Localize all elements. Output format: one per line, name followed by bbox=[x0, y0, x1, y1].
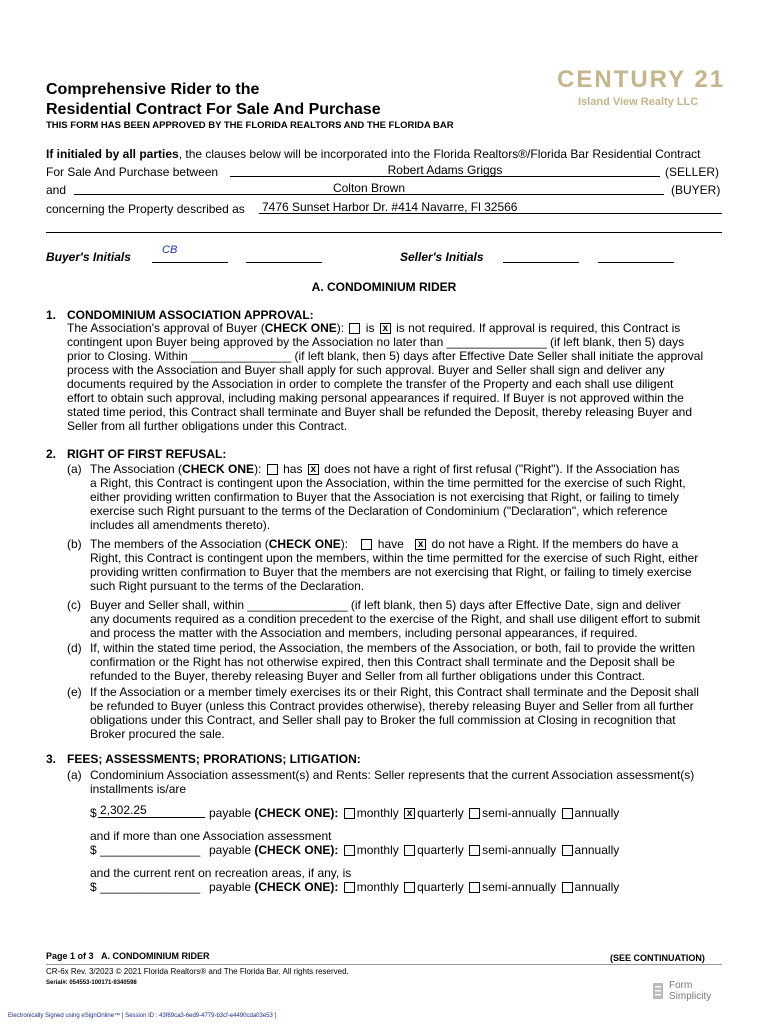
s2-has-checkbox[interactable] bbox=[267, 464, 278, 475]
s3-row2-options: payable (CHECK ONE): monthly quarterly semi-annually annually bbox=[209, 843, 620, 857]
s2-b-label: (b) bbox=[67, 537, 82, 551]
s2-b-line-1: The members of the Association (CHECK ONE): have x do not have a Right. If the members do have a bbox=[90, 537, 679, 551]
s2-e-label: (e) bbox=[67, 685, 82, 699]
footer-continuation: (SEE CONTINUATION) bbox=[610, 953, 705, 963]
property-field[interactable]: 7476 Sunset Harbor Dr. #414 Navarre, Fl 32566 bbox=[262, 200, 518, 214]
approved-notice: THIS FORM HAS BEEN APPROVED BY THE FLORIDA REALTORS AND THE FLORIDA BAR bbox=[46, 120, 454, 131]
s1-heading: CONDOMINIUM ASSOCIATION APPROVAL: bbox=[67, 308, 314, 322]
intro-line-2-prefix: For Sale And Purchase between bbox=[46, 165, 219, 179]
s2-a-line-2: a Right, this Contract is contingent upon the Association, within the time permitted for the exercise of such Right, bbox=[90, 476, 686, 490]
s1-line-7: stated time period, this Contract shall terminate and Buyer shall be refunded the Deposit, thereby releasing Buyer and bbox=[67, 405, 693, 419]
s1-is-not-checkbox[interactable]: x bbox=[380, 323, 391, 334]
s3-dollar-1: $ bbox=[90, 806, 97, 820]
s2-does-not-checkbox[interactable]: x bbox=[308, 464, 319, 475]
s1-line-5: documents required by the Association in order to complete the transfer of the Property and each shall use diligent bbox=[67, 377, 674, 391]
row1-quarterly-checkbox[interactable]: x bbox=[404, 808, 415, 819]
s2-have-checkbox[interactable] bbox=[361, 539, 372, 550]
form-simplicity-icon bbox=[652, 981, 666, 1001]
s2-c-line-3: and process the matter with the Association and members, including personal appearances, if required. bbox=[90, 626, 638, 640]
row2-annually-checkbox[interactable] bbox=[562, 845, 573, 856]
form-simplicity-logo: Form Simplicity bbox=[669, 980, 712, 1002]
row3-monthly-checkbox[interactable] bbox=[344, 882, 355, 893]
s2-d-label: (d) bbox=[67, 641, 82, 655]
row2-quarterly-checkbox[interactable] bbox=[404, 845, 415, 856]
s1-line-6: effort to obtain such approval, including making personal appearances if required. If Buyer is not approved within the bbox=[67, 391, 684, 405]
s3-a-label: (a) bbox=[67, 768, 82, 782]
row3-semi-checkbox[interactable] bbox=[469, 882, 480, 893]
s2-e-line-1: If the Association or a member timely exercises its or their Right, this Contract shall terminate and the Deposit shall bbox=[90, 685, 699, 699]
s1-is-checkbox[interactable] bbox=[349, 323, 360, 334]
s2-number: 2. bbox=[46, 447, 57, 461]
row3-annually-checkbox[interactable] bbox=[562, 882, 573, 893]
section-title: A. CONDOMINIUM RIDER bbox=[311, 280, 457, 294]
seller-name-field[interactable]: Robert Adams Griggs bbox=[387, 163, 503, 177]
footer-page: Page 1 of 3 A. CONDOMINIUM RIDER bbox=[46, 951, 210, 961]
s1-line-2: contingent upon Buyer being approved by the Association no later than _______________ (if left blank, then 5) days bbox=[67, 335, 685, 349]
rent-amount-field[interactable]: $ _______________ bbox=[90, 880, 201, 894]
s1-line-3: prior to Closing. Within _______________ (if left blank, then 5) days after Effective Date Seller shall initiate the approval bbox=[67, 349, 704, 363]
s2-e-line-2: be refunded to Buyer (unless this Contract provides otherwise), thereby releasing Buyer and Seller from all further bbox=[90, 699, 694, 713]
s2-do-not-checkbox[interactable]: x bbox=[415, 539, 426, 550]
s1-line-1: The Association's approval of Buyer (CHECK ONE): is x is not required. If approval is required, this Contract is bbox=[67, 321, 681, 335]
s2-a-line-5: includes all amendments thereto). bbox=[90, 518, 271, 532]
s2-b-line-4: such Right pursuant to the terms of the Declaration. bbox=[90, 579, 365, 593]
footer-revision: CR-6x Rev. 3/2023 © 2021 Florida Realtors® and The Florida Bar. All rights reserved. bbox=[46, 967, 349, 976]
buyer-initial-signature[interactable]: CB bbox=[162, 244, 178, 256]
s3-row3-options: payable (CHECK ONE): monthly quarterly semi-annually annually bbox=[209, 880, 620, 894]
row2-semi-checkbox[interactable] bbox=[469, 845, 480, 856]
title-line-1: Comprehensive Rider to the bbox=[46, 81, 260, 98]
buyer-initials-label: Buyer's Initials bbox=[46, 250, 131, 264]
s2-d-line-2: confirmation or the Right has not otherwise expired, then this Contract shall terminate and the Deposit shall be bbox=[90, 655, 675, 669]
s2-b-line-2: Right, this Contract is contingent upon the members, within the time permitted for the exercise of such Right, either bbox=[90, 551, 699, 565]
intro-line-1: If initialed by all parties, the clauses below will be incorporated into the Florida Realtors®/Florida Bar Residential Contract bbox=[46, 147, 701, 161]
century21-logo: CENTURY 21 bbox=[557, 66, 726, 93]
s2-d-line-3: refunded to the Buyer, thereby releasing Buyer and Seller from all further obligations under this Contract. bbox=[90, 669, 645, 683]
s2-b-line-3: providing written confirmation to Buyer that the members are not exercising that Right, or failing to timely exercise bbox=[90, 565, 692, 579]
s1-line-4: process with the Association and Buyer shall apply for such approval. Buyer and Seller shall sign and deliver any bbox=[67, 363, 665, 377]
s3-more-than-one: and if more than one Association assessment bbox=[90, 829, 332, 843]
and-label: and bbox=[46, 183, 67, 197]
s1-line-8: Seller from all further obligations under this Contract. bbox=[67, 419, 348, 433]
s2-a-label: (a) bbox=[67, 462, 82, 476]
row1-annually-checkbox[interactable] bbox=[562, 808, 573, 819]
row1-monthly-checkbox[interactable] bbox=[344, 808, 355, 819]
s2-e-line-4: Broker procured the sale. bbox=[90, 727, 225, 741]
s2-c-line-1: Buyer and Seller shall, within _______________ (if left blank, then 5) days after Effective Date, sign and deliver bbox=[90, 598, 681, 612]
s3-rent: and the current rent on recreation areas, if any, is bbox=[90, 866, 352, 880]
title-line-2: Residential Contract For Sale And Purchase bbox=[46, 101, 381, 118]
s3-heading: FEES; ASSESSMENTS; PRORATIONS; LITIGATION: bbox=[67, 752, 361, 766]
s2-d-line-1: If, within the stated time period, the Association, the members of the Association, or both, fail to provide the written bbox=[90, 641, 695, 655]
seller-label: (SELLER) bbox=[665, 165, 720, 179]
row1-semi-checkbox[interactable] bbox=[469, 808, 480, 819]
row3-quarterly-checkbox[interactable] bbox=[404, 882, 415, 893]
esign-stamp: Electronically Signed using eSignOnline™ [ Session ID : 43f69ca3-6ed9-4779-b3cf-e4490cda03e53 ] bbox=[8, 1013, 277, 1019]
s3-a-line-2: installments is/are bbox=[90, 782, 187, 796]
s2-c-label: (c) bbox=[67, 598, 81, 612]
brokerage-name: Island View Realty LLC bbox=[578, 96, 699, 108]
assessment-amount-field[interactable]: 2,302.25 bbox=[100, 803, 147, 817]
row2-monthly-checkbox[interactable] bbox=[344, 845, 355, 856]
s2-heading: RIGHT OF FIRST REFUSAL: bbox=[67, 447, 227, 461]
property-prefix: concerning the Property described as bbox=[46, 202, 245, 216]
s1-number: 1. bbox=[46, 308, 57, 322]
s3-number: 3. bbox=[46, 752, 57, 766]
assessment-amount-2-field[interactable]: $ _______________ bbox=[90, 843, 201, 857]
footer-serial: Serial#: 054553-100171-9340598 bbox=[46, 980, 137, 986]
s2-c-line-2: any documents required as a condition precedent to the exercise of the Right, and shall use diligent effort to submit bbox=[90, 612, 701, 626]
s3-a-line-1: Condominium Association assessment(s) and Rents: Seller represents that the current Association assessment(s) bbox=[90, 768, 695, 782]
s2-e-line-3: obligations under this Contract, and Seller shall pay to Broker the full commission at Closing in recognition that bbox=[90, 713, 676, 727]
s2-a-line-4: exercise such Right pursuant to the terms of the Declaration of Condominium ("Declaration", which reference bbox=[90, 504, 668, 518]
s2-a-line-3: either providing written confirmation to Buyer that the Association is not exercising that Right, or failing to timely bbox=[90, 490, 679, 504]
seller-initials-label: Seller's Initials bbox=[400, 250, 484, 264]
s2-a-line-1: The Association (CHECK ONE): has x does not have a right of first refusal ("Right"). If the Association has bbox=[90, 462, 680, 476]
buyer-label: (BUYER) bbox=[671, 183, 721, 197]
buyer-name-field[interactable]: Colton Brown bbox=[332, 181, 406, 195]
s3-row1-options: payable (CHECK ONE): monthly x quarterly semi-annually annually bbox=[209, 806, 620, 820]
